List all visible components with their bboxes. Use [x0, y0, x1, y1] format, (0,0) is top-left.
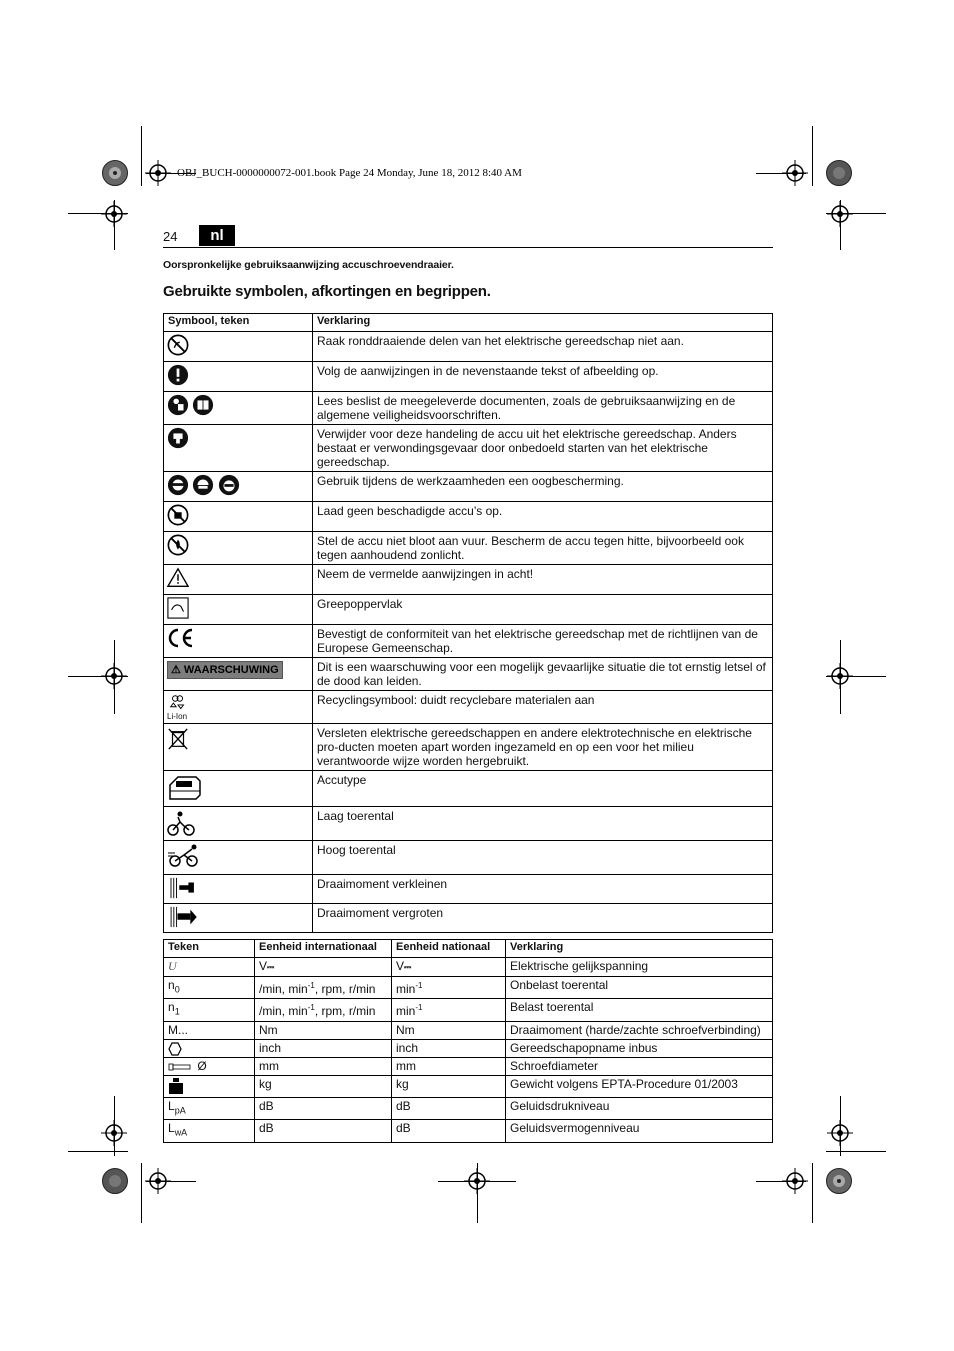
- table-row: [164, 1057, 773, 1075]
- table-row: [164, 565, 773, 595]
- intl-unit-cell: mm: [255, 1057, 392, 1075]
- section-title: Gebruikte symbolen, afkortingen en begrippen.: [163, 283, 491, 300]
- units-table: [163, 939, 773, 1143]
- registration-mark-icon: [827, 201, 853, 227]
- sign-cell: $n_0$: [164, 977, 255, 999]
- symbol-cell: [164, 807, 313, 841]
- description-cell: Belast toerental: [506, 999, 773, 1021]
- screw-diameter-icon: [168, 1062, 192, 1072]
- natl-unit-cell: V⎓: [392, 958, 506, 977]
- sign-cell: Ø: [164, 1057, 255, 1075]
- description-cell: Gereedschapopname inbus: [506, 1039, 773, 1057]
- page-number: 24: [163, 229, 178, 244]
- table-row: [164, 999, 773, 1021]
- dc-symbol-icon: ⎓: [267, 962, 275, 972]
- table-row: [164, 425, 773, 472]
- description-cell: Dit is een waarschuwing voor een mogelijk gevaarlijke situatie die tot ernstig letsel of de dood kan leiden.: [313, 658, 773, 691]
- description-cell: Geluidsdrukniveau: [506, 1097, 773, 1119]
- no-damaged-battery-icon: [167, 504, 189, 526]
- low-speed-bike-icon: [167, 809, 195, 837]
- table-row: [164, 724, 773, 771]
- column-header: Eenheid nationaal: [392, 940, 506, 958]
- table-row: [164, 841, 773, 875]
- natl-unit-cell: mm: [392, 1057, 506, 1075]
- registration-mark-icon: [782, 1168, 808, 1194]
- registration-mark-icon: [145, 1168, 171, 1194]
- remove-battery-icon: [167, 427, 189, 449]
- table-row: [164, 771, 773, 807]
- torque-decrease-icon: [167, 877, 197, 899]
- description-cell: Stel de accu niet bloot aan vuur. Bescherm de accu tegen hitte, bijvoorbeeld ook tegen aanhoudend zonlicht.: [313, 532, 773, 565]
- table-row: [164, 875, 773, 904]
- symbols-table: [163, 313, 773, 933]
- symbol-cell: [164, 724, 313, 771]
- sign-cell: [164, 1075, 255, 1097]
- symbol-cell: [164, 472, 313, 502]
- table-row: [164, 595, 773, 625]
- table-row: [164, 1021, 773, 1039]
- print-rosette-icon: [826, 1168, 852, 1194]
- description-cell: Schroefdiameter: [506, 1057, 773, 1075]
- registration-mark-icon: [101, 1120, 127, 1146]
- symbol-cell: [164, 425, 313, 472]
- column-header: Verklaring: [506, 940, 773, 958]
- description-cell: Lees beslist de meegeleverde documenten, zoals de gebruiksaanwijzing en de algemene veiligheidsvoorschriften.: [313, 392, 773, 425]
- sign-cell: $L_{wA}$: [164, 1120, 255, 1142]
- description-cell: Gebruik tijdens de werkzaamheden een oogbescherming.: [313, 472, 773, 502]
- description-cell: Verwijder voor deze handeling de accu uit het elektrische gereedschap. Anders bestaat er verwondingsgevaar door onbedoeld starten van het elektrische gereedschap.: [313, 425, 773, 472]
- registration-mark-icon: [101, 663, 127, 689]
- print-rosette-icon: [826, 160, 852, 186]
- dc-symbol-icon: ⎓: [404, 962, 412, 972]
- no-touch-rotating-icon: [167, 334, 189, 356]
- description-cell: Recyclingsymbool: duidt recyclebare materialen aan: [313, 691, 773, 724]
- ce-mark-icon: [167, 627, 195, 649]
- column-header: Verklaring: [313, 314, 773, 332]
- table-row: [164, 392, 773, 425]
- description-cell: Draaimoment verkleinen: [313, 875, 773, 904]
- description-cell: Accutype: [313, 771, 773, 807]
- crossed-bin-icon: [167, 726, 189, 752]
- battery-pack-icon: [167, 773, 203, 803]
- intl-unit-cell: kg: [255, 1075, 392, 1097]
- exclamation-icon: [167, 364, 189, 386]
- eye-protection-icon: [218, 474, 240, 496]
- natl-unit-cell: inch: [392, 1039, 506, 1057]
- table-row: [164, 1120, 773, 1142]
- table-row: [164, 472, 773, 502]
- intl-unit-cell: dB: [255, 1097, 392, 1119]
- symbol-cell: [164, 691, 313, 724]
- symbol-cell: [164, 904, 313, 933]
- table-row: [164, 807, 773, 841]
- natl-unit-cell: $\min^{-1}$: [392, 999, 506, 1021]
- column-header: Teken: [164, 940, 255, 958]
- registration-mark-icon: [464, 1168, 490, 1194]
- description-cell: Neem de vermelde aanwijzingen in acht!: [313, 565, 773, 595]
- manual-book-icon: [192, 394, 214, 416]
- table-row: [164, 332, 773, 362]
- warning-badge: ⚠ WAARSCHUWING: [167, 661, 283, 679]
- description-cell: Geluidsvermogenniveau: [506, 1120, 773, 1142]
- symbol-cell: [164, 771, 313, 807]
- no-fire-icon: [167, 534, 189, 556]
- table-row: [164, 532, 773, 565]
- table-row: [164, 1075, 773, 1097]
- table-row: [164, 958, 773, 977]
- symbol-cell: [164, 532, 313, 565]
- book-header: OBJ_BUCH-0000000072-001.book Page 24 Monday, June 18, 2012 8:40 AM: [177, 167, 522, 179]
- intl-unit-cell: V⎓: [255, 958, 392, 977]
- symbol-cell: [164, 658, 313, 691]
- table-row: [164, 1039, 773, 1057]
- table-row: [164, 658, 773, 691]
- intl-unit-cell: inch: [255, 1039, 392, 1057]
- natl-unit-cell: dB: [392, 1120, 506, 1142]
- table-row: [164, 1097, 773, 1119]
- li-ion-label: Li-Ion: [167, 712, 188, 721]
- intl-unit-cell: dB: [255, 1120, 392, 1142]
- table-row: [164, 904, 773, 933]
- print-rosette-icon: [102, 160, 128, 186]
- header-rule: [163, 247, 773, 248]
- sign-cell: U: [164, 958, 255, 977]
- table-header-row: [164, 940, 773, 958]
- description-cell: Greepoppervlak: [313, 595, 773, 625]
- description-cell: Laag toerental: [313, 807, 773, 841]
- symbol-cell: [164, 595, 313, 625]
- language-tab: nl: [199, 225, 235, 246]
- warning-triangle-icon: [167, 567, 189, 589]
- natl-unit-cell: $\min^{-1}$: [392, 977, 506, 999]
- natl-unit-cell: Nm: [392, 1021, 506, 1039]
- torque-increase-icon: [167, 906, 199, 928]
- table-row: [164, 691, 773, 724]
- sign-cell: $L_{pA}$: [164, 1097, 255, 1119]
- sign-cell: $n_1$: [164, 999, 255, 1021]
- description-cell: Raak ronddraaiende delen van het elektrische gereedschap niet aan.: [313, 332, 773, 362]
- description-cell: Elektrische gelijkspanning: [506, 958, 773, 977]
- doc-subtitle: Oorspronkelijke gebruiksaanwijzing accuschroevendraaier.: [163, 259, 454, 271]
- sign-cell: M...: [164, 1021, 255, 1039]
- print-rosette-icon: [102, 1168, 128, 1194]
- registration-mark-icon: [145, 160, 171, 186]
- natl-unit-cell: kg: [392, 1075, 506, 1097]
- table-row: [164, 502, 773, 532]
- read-manual-icon: [167, 394, 189, 416]
- column-header: Eenheid internationaal: [255, 940, 392, 958]
- table-row: [164, 977, 773, 999]
- intl-unit-cell: /min, $\min^{-1}$, rpm, r/min: [255, 999, 392, 1021]
- grip-surface-icon: [167, 597, 189, 619]
- column-header: Symbool, teken: [164, 314, 313, 332]
- symbol-cell: [164, 502, 313, 532]
- description-cell: Laad geen beschadigde accu’s op.: [313, 502, 773, 532]
- sign-cell: [164, 1039, 255, 1057]
- table-row: [164, 625, 773, 658]
- symbol-cell: [164, 875, 313, 904]
- natl-unit-cell: dB: [392, 1097, 506, 1119]
- description-cell: Bevestigt de conformiteit van het elektrische gereedschap met de richtlijnen van de Europese Gemeenschap.: [313, 625, 773, 658]
- registration-mark-icon: [101, 201, 127, 227]
- symbol-cell: [164, 362, 313, 392]
- intl-unit-cell: /min, $\min^{-1}$, rpm, r/min: [255, 977, 392, 999]
- description-cell: Versleten elektrische gereedschappen en andere elektrotechnische en elektrische pro-ducten moeten apart worden ingezameld en op een voor het milieu verantwoorde wijze worden hergebruikt.: [313, 724, 773, 771]
- registration-mark-icon: [782, 160, 808, 186]
- symbol-cell: [164, 565, 313, 595]
- eye-protection-icon: [192, 474, 214, 496]
- description-cell: Gewicht volgens EPTA-Procedure 01/2003: [506, 1075, 773, 1097]
- description-cell: Draaimoment vergroten: [313, 904, 773, 933]
- symbol-cell: [164, 841, 313, 875]
- high-speed-bike-icon: [167, 843, 201, 869]
- registration-mark-icon: [827, 663, 853, 689]
- registration-mark-icon: [827, 1120, 853, 1146]
- symbol-cell: [164, 392, 313, 425]
- eye-protection-icon: [167, 474, 189, 496]
- description-cell: Volg de aanwijzingen in de nevenstaande tekst of afbeelding op.: [313, 362, 773, 392]
- description-cell: Draaimoment (harde/zachte schroefverbinding): [506, 1021, 773, 1039]
- description-cell: Hoog toerental: [313, 841, 773, 875]
- hex-socket-icon: [168, 1042, 182, 1056]
- description-cell: Onbelast toerental: [506, 977, 773, 999]
- weight-icon: [168, 1077, 184, 1095]
- intl-unit-cell: Nm: [255, 1021, 392, 1039]
- symbol-cell: [164, 625, 313, 658]
- symbol-cell: [164, 332, 313, 362]
- table-header-row: [164, 314, 773, 332]
- table-row: [164, 362, 773, 392]
